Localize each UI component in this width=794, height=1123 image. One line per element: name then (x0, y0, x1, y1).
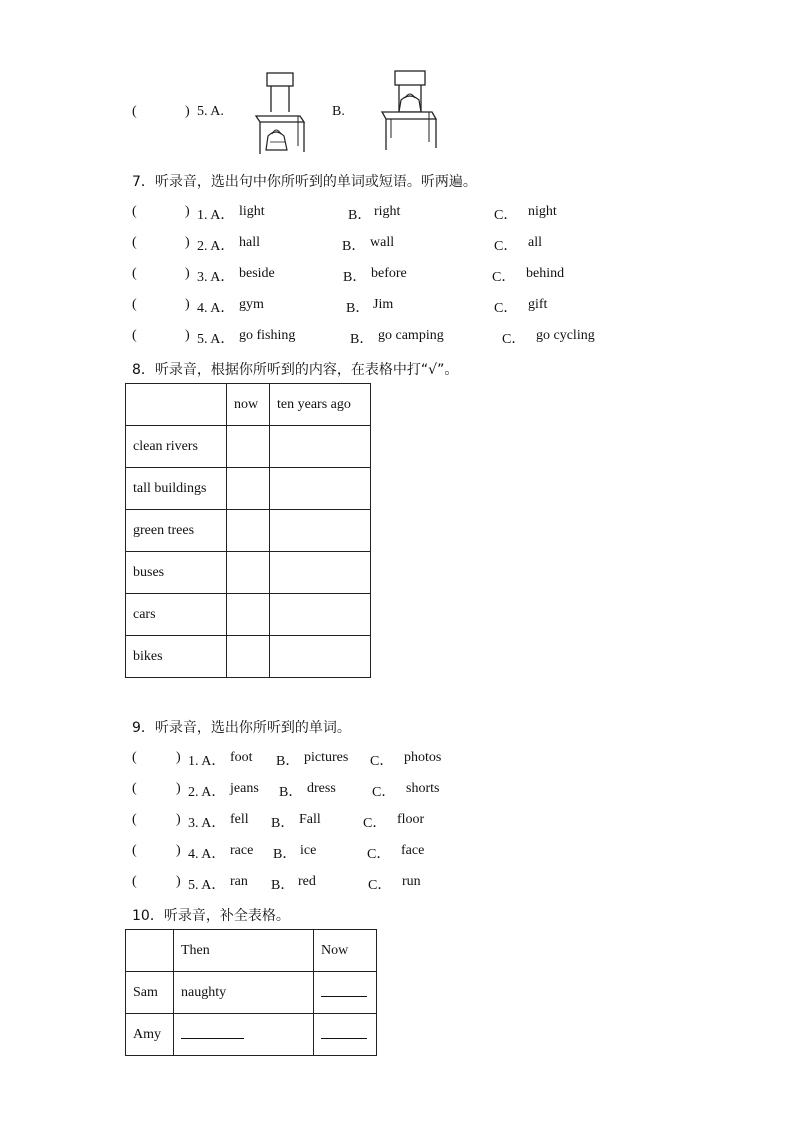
item-number: 1. A． (197, 208, 235, 223)
answer-blank[interactable] (181, 1026, 244, 1039)
option-c: night (528, 204, 557, 219)
answer-paren-open[interactable]: ( (132, 874, 137, 889)
option-b-label: B． (276, 754, 300, 769)
item-number: 4. A． (197, 301, 235, 316)
option-a: jeans (230, 781, 259, 796)
item-number: 2. A． (197, 239, 235, 254)
question-row (0, 750, 794, 770)
row-label: green trees (126, 510, 227, 552)
table-row (126, 510, 371, 552)
check-cell-ten-years-ago[interactable] (270, 426, 371, 468)
header-cell-now: Now (314, 930, 377, 972)
check-cell-now[interactable] (227, 636, 270, 678)
option-b-label: B． (273, 847, 297, 862)
check-cell-now[interactable] (227, 552, 270, 594)
row-name: Amy (126, 1014, 174, 1056)
option-c: face (401, 843, 425, 858)
now-cell[interactable] (314, 1014, 377, 1056)
check-cell-ten-years-ago[interactable] (270, 636, 371, 678)
option-b: Fall (299, 812, 321, 827)
option-b: go camping (378, 328, 444, 343)
row-name: Sam (126, 972, 174, 1014)
answer-paren-open[interactable]: ( (132, 266, 137, 281)
option-b: right (374, 204, 401, 219)
answer-paren-open[interactable]: ( (132, 235, 137, 250)
question-row (0, 843, 794, 863)
option-c: floor (397, 812, 425, 827)
item-number: 5. A. (197, 104, 224, 119)
table-row (126, 426, 371, 468)
option-b-label: B． (279, 785, 303, 800)
table-header-row (126, 384, 371, 426)
option-b-label: B． (346, 301, 370, 316)
option-b-label: B． (343, 270, 367, 285)
check-cell-ten-years-ago[interactable] (270, 468, 371, 510)
question-row (0, 235, 794, 255)
check-cell-now[interactable] (227, 426, 270, 468)
answer-paren-open[interactable]: ( (132, 843, 137, 858)
answer-paren-close: ) (176, 750, 181, 765)
check-cell-now[interactable] (227, 510, 270, 552)
option-a: ran (230, 874, 248, 889)
option-b: red (298, 874, 316, 889)
then-cell[interactable] (174, 1014, 314, 1056)
header-cell (126, 930, 174, 972)
question-row (0, 297, 794, 317)
option-c-label: C． (372, 785, 396, 800)
option-a: beside (239, 266, 275, 281)
option-a: light (239, 204, 265, 219)
row-label: tall buildings (126, 468, 227, 510)
question-row (0, 781, 794, 801)
chair-bag-under-image (250, 70, 310, 156)
question-row (0, 204, 794, 224)
answer-blank[interactable] (321, 984, 367, 997)
header-cell-now: now (227, 384, 270, 426)
answer-paren-open[interactable]: ( (132, 812, 137, 827)
option-a: go fishing (239, 328, 296, 343)
option-c-label: C． (370, 754, 394, 769)
table-row (126, 972, 377, 1014)
answer-paren-close: ) (185, 328, 190, 343)
option-b: ice (300, 843, 317, 858)
table-row (126, 552, 371, 594)
check-cell-ten-years-ago[interactable] (270, 510, 371, 552)
option-a: gym (239, 297, 264, 312)
q9-title: 9．听录音，选出你所听到的单词。 (132, 720, 351, 736)
option-a: fell (230, 812, 249, 827)
q10-title: 10．听录音，补全表格。 (132, 908, 290, 924)
answer-paren-open[interactable]: ( (132, 104, 137, 119)
answer-paren-close: ) (185, 104, 190, 119)
option-c: behind (526, 266, 565, 281)
item-number: 2. A． (188, 785, 226, 800)
option-b-label: B． (348, 208, 372, 223)
option-c: run (402, 874, 421, 889)
answer-paren-open[interactable]: ( (132, 781, 137, 796)
question-row (0, 328, 794, 348)
option-c: photos (404, 750, 442, 765)
check-cell-ten-years-ago[interactable] (270, 552, 371, 594)
option-a: race (230, 843, 254, 858)
item-number: 5. A． (197, 332, 235, 347)
option-a: hall (239, 235, 260, 250)
q8-table (125, 383, 371, 678)
answer-paren-open[interactable]: ( (132, 750, 137, 765)
answer-paren-close: ) (185, 297, 190, 312)
answer-paren-close: ) (176, 812, 181, 827)
option-b: dress (307, 781, 336, 796)
table-row (126, 636, 371, 678)
answer-paren-open[interactable]: ( (132, 328, 137, 343)
header-cell-ten-years-ago: ten years ago (270, 384, 371, 426)
answer-paren-open[interactable]: ( (132, 204, 137, 219)
option-b-label: B． (350, 332, 374, 347)
option-c: shorts (406, 781, 440, 796)
option-c-label: C． (367, 847, 391, 862)
row-label: clean rivers (126, 426, 227, 468)
answer-paren-close: ) (176, 874, 181, 889)
chair-bag-on-image (377, 68, 443, 154)
option-a: foot (230, 750, 253, 765)
option-c-label: C． (492, 270, 516, 285)
q8-title: 8．听录音，根据你所听到的内容，在表格中打“√”。 (132, 362, 459, 378)
option-b: wall (370, 235, 395, 250)
answer-paren-close: ) (185, 235, 190, 250)
row-label: bikes (126, 636, 227, 678)
answer-paren-close: ) (176, 781, 181, 796)
item-number: 5. A． (188, 878, 226, 893)
header-cell-then: Then (174, 930, 314, 972)
question-row (0, 266, 794, 286)
option-c-label: C． (363, 816, 387, 831)
answer-paren-open[interactable]: ( (132, 297, 137, 312)
question-row (0, 874, 794, 894)
option-b-label: B． (271, 816, 295, 831)
option-c: gift (528, 297, 548, 312)
answer-paren-close: ) (185, 204, 190, 219)
q7-title: 7．听录音，选出句中你所听到的单词或短语。听两遍。 (132, 174, 477, 190)
table-row (126, 1014, 377, 1056)
now-cell[interactable] (314, 972, 377, 1014)
option-c: all (528, 235, 542, 250)
header-cell (126, 384, 227, 426)
option-c-label: C． (494, 301, 518, 316)
option-c-label: C． (494, 239, 518, 254)
option-b-label: B． (342, 239, 366, 254)
option-c-label: C． (368, 878, 392, 893)
row-label: buses (126, 552, 227, 594)
table-header-row (126, 930, 377, 972)
q10-table (125, 929, 377, 1056)
question-row (0, 812, 794, 832)
option-b-label: B. (332, 104, 345, 119)
answer-paren-close: ) (185, 266, 190, 281)
item-number: 3. A． (197, 270, 235, 285)
option-c: go cycling (536, 328, 595, 343)
answer-blank[interactable] (321, 1026, 367, 1039)
option-c-label: C． (494, 208, 518, 223)
table-row (126, 594, 371, 636)
check-cell-now[interactable] (227, 594, 270, 636)
option-c-label: C． (502, 332, 526, 347)
option-b: pictures (304, 750, 349, 765)
check-cell-ten-years-ago[interactable] (270, 594, 371, 636)
answer-paren-close: ) (176, 843, 181, 858)
item-number: 4. A． (188, 847, 226, 862)
option-b: before (371, 266, 407, 281)
option-b-label: B． (271, 878, 295, 893)
check-cell-now[interactable] (227, 468, 270, 510)
option-b: Jim (373, 297, 394, 312)
table-row (126, 468, 371, 510)
item-number: 3. A． (188, 816, 226, 831)
row-label: cars (126, 594, 227, 636)
then-cell: naughty (174, 972, 314, 1014)
item-number: 1. A． (188, 754, 226, 769)
